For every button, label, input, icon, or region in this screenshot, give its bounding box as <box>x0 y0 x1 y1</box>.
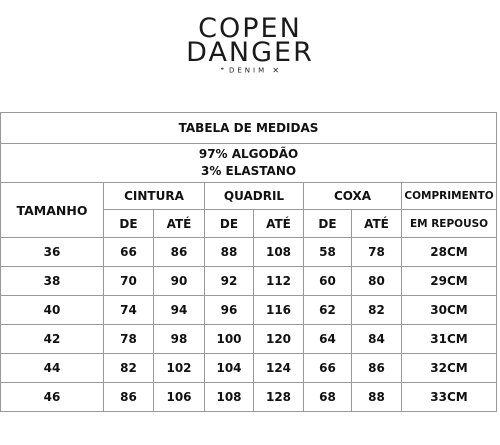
cell-coxa-ate: 88 <box>352 383 402 412</box>
composition-row <box>1 144 497 183</box>
cell-coxa-ate: 78 <box>352 238 402 267</box>
header-coxa-de: DE <box>304 210 352 238</box>
cell-coxa-ate: 84 <box>352 325 402 354</box>
table-row <box>1 383 497 412</box>
cell-comprimento: 28CM <box>402 238 497 267</box>
cell-cintura-de: 82 <box>104 354 154 383</box>
cell-comprimento: 29CM <box>402 267 497 296</box>
composition-cell <box>1 144 497 183</box>
brand-name-line1: COPEN <box>198 13 302 44</box>
header-em-repouso: EM REPOUSO <box>402 210 497 238</box>
cell-size: 38 <box>1 267 104 296</box>
cell-cintura-ate: 102 <box>154 354 205 383</box>
composition-line-1: 97% ALGODÃO <box>198 147 299 161</box>
brand-subtitle <box>0 66 500 76</box>
header-comprimento: COMPRIMENTO <box>402 183 497 210</box>
cell-cintura-de: 86 <box>104 383 154 412</box>
cell-quadril-ate: 128 <box>254 383 304 412</box>
cell-cintura-ate: 86 <box>154 238 205 267</box>
brand-sub-text: DENIM <box>228 66 268 75</box>
cell-comprimento: 33CM <box>402 383 497 412</box>
header-row-1 <box>1 183 497 210</box>
cell-cintura-ate: 90 <box>154 267 205 296</box>
header-cintura-ate: ATÉ <box>154 210 205 238</box>
cell-coxa-de: 68 <box>304 383 352 412</box>
cell-quadril-ate: 108 <box>254 238 304 267</box>
cell-comprimento: 31CM <box>402 325 497 354</box>
header-quadril-ate: ATÉ <box>254 210 304 238</box>
cell-size: 36 <box>1 238 104 267</box>
composition-line-2: 3% ELASTANO <box>200 164 297 178</box>
cell-quadril-de: 104 <box>205 354 254 383</box>
cell-size: 40 <box>1 296 104 325</box>
table-row <box>1 267 497 296</box>
table-row <box>1 325 497 354</box>
brand-logo <box>0 0 500 110</box>
cell-coxa-de: 62 <box>304 296 352 325</box>
brand-left-mark-icon: 𝄌 <box>220 66 224 75</box>
cell-coxa-ate: 82 <box>352 296 402 325</box>
cell-quadril-ate: 124 <box>254 354 304 383</box>
table-row <box>1 296 497 325</box>
cell-comprimento: 32CM <box>402 354 497 383</box>
cell-quadril-ate: 116 <box>254 296 304 325</box>
cell-coxa-ate: 80 <box>352 267 402 296</box>
brand-x-mark-icon: ✕ <box>272 66 280 75</box>
table-title: TABELA DE MEDIDAS <box>1 113 497 144</box>
cell-comprimento: 30CM <box>402 296 497 325</box>
cell-quadril-de: 88 <box>205 238 254 267</box>
header-quadril-de: DE <box>205 210 254 238</box>
cell-cintura-ate: 94 <box>154 296 205 325</box>
cell-cintura-de: 70 <box>104 267 154 296</box>
cell-size: 44 <box>1 354 104 383</box>
cell-coxa-de: 66 <box>304 354 352 383</box>
cell-cintura-de: 74 <box>104 296 154 325</box>
header-tamanho: TAMANHO <box>1 183 104 238</box>
cell-coxa-ate: 86 <box>352 354 402 383</box>
header-coxa-ate: ATÉ <box>352 210 402 238</box>
cell-quadril-de: 92 <box>205 267 254 296</box>
cell-size: 42 <box>1 325 104 354</box>
table-title-row <box>1 113 497 144</box>
cell-quadril-ate: 120 <box>254 325 304 354</box>
cell-cintura-de: 66 <box>104 238 154 267</box>
header-cintura-de: DE <box>104 210 154 238</box>
cell-quadril-de: 96 <box>205 296 254 325</box>
header-cintura: CINTURA <box>104 183 205 210</box>
cell-quadril-ate: 112 <box>254 267 304 296</box>
brand-name-line2: DANGER <box>186 37 314 68</box>
cell-cintura-de: 78 <box>104 325 154 354</box>
cell-quadril-de: 100 <box>205 325 254 354</box>
cell-cintura-ate: 98 <box>154 325 205 354</box>
cell-coxa-de: 58 <box>304 238 352 267</box>
table-row <box>1 354 497 383</box>
header-quadril: QUADRIL <box>205 183 304 210</box>
cell-coxa-de: 64 <box>304 325 352 354</box>
table-row <box>1 238 497 267</box>
cell-quadril-de: 108 <box>205 383 254 412</box>
size-table <box>0 112 497 412</box>
cell-coxa-de: 60 <box>304 267 352 296</box>
header-coxa: COXA <box>304 183 402 210</box>
cell-cintura-ate: 106 <box>154 383 205 412</box>
cell-size: 46 <box>1 383 104 412</box>
